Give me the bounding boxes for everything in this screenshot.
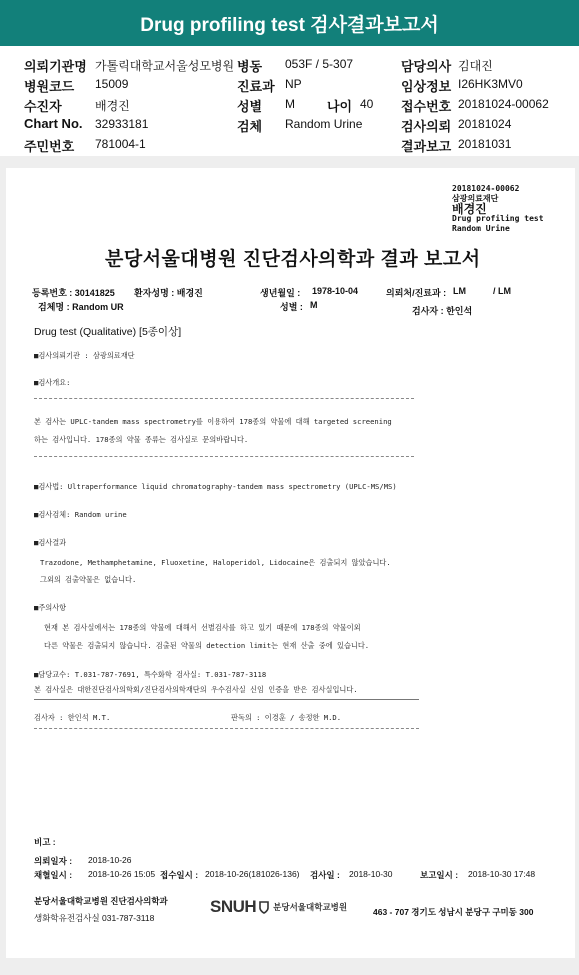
certification: 본 검사실은 대한진단검사의학회/진단검사의학재단의 우수검사실 신임 인증을 받은 검사실입니다. — [34, 685, 358, 694]
request-date-value-2: 2018-10-26 — [88, 855, 132, 865]
collect-label: 채혈일시 : — [34, 870, 73, 880]
caution-line-2: 다른 약물은 검출되지 않습니다. 검출된 약물의 detection limit는 현재 산출 중에 있습니다. — [44, 641, 370, 650]
dob-label: 생년월일 : — [260, 288, 301, 298]
specimen-name: 검체명 : Random UR — [38, 302, 124, 312]
ward-label: 병동 — [237, 59, 263, 74]
overview-line-2: 하는 검사입니다. 178종의 약물 종류는 검사실로 문의바랍니다. — [34, 435, 249, 444]
stamp-name: 배경진 — [452, 202, 487, 216]
age-value: 40 — [360, 97, 374, 111]
page-title-text: Drug profiling test 검사결과보고서 — [140, 14, 439, 36]
test-name: Drug test (Qualitative) [5종이상] — [34, 326, 182, 338]
divider — [34, 398, 414, 399]
report-time-value: 2018-10-30 17:48 — [468, 869, 536, 879]
hospital-code-label: 병원코드 — [24, 79, 75, 94]
clinical-info-value: I26HK3MV0 — [458, 77, 523, 91]
section-method: ■검사법: Ultraperformance liquid chromatography-tandem mass spectrometry (UPLC-MS/MS) — [34, 482, 397, 491]
dept-label: 진료과 — [237, 79, 275, 94]
dept-label: 의뢰처/진료과 : — [386, 288, 447, 298]
request-date-label-2: 의뢰일자 : — [34, 856, 73, 866]
chart-no-label: Chart No. — [24, 116, 83, 131]
dept-value-2: / LM — [493, 286, 511, 296]
accession-value: 20181024-00062 — [458, 97, 549, 111]
sex-value-2: M — [310, 300, 318, 310]
doctor-label: 담당의사 — [401, 59, 452, 74]
lab-dept-name: 분당서울대학교병원 진단검사의학과 — [34, 896, 168, 906]
section-gap — [0, 156, 579, 168]
chart-no-value: 32933181 — [95, 117, 149, 131]
dob-value: 1978-10-04 — [312, 286, 359, 296]
bottom-margin — [0, 958, 579, 975]
test-date-value: 2018-10-30 — [349, 869, 393, 879]
caution-line-1: 현재 본 검사실에서는 178종의 약물에 대해서 선별검사를 하고 있기 때문에 178종의 약물이외 — [44, 623, 361, 632]
tester: 검사자 : 한인석 M.T. — [34, 713, 111, 722]
sex-value: M — [285, 97, 295, 111]
specimen-value: Random Urine — [285, 117, 363, 131]
hospital-code-value: 15009 — [95, 77, 129, 91]
request-date-label: 검사의뢰 — [401, 119, 452, 134]
specimen-label-stamp — [452, 184, 544, 234]
patient-value: 배경진 — [95, 99, 130, 113]
snuh-emblem-icon — [259, 901, 270, 914]
stamp-lab: 삼광의료재단 — [452, 194, 499, 203]
receive-label: 접수일시 : — [160, 870, 199, 880]
clinical-info-label: 임상정보 — [401, 79, 452, 94]
receive-value: 2018-10-26(181026-136) — [205, 869, 300, 879]
dept-value: NP — [285, 77, 302, 91]
reg-no: 등록번호 : 30141825 — [32, 288, 115, 298]
doctor-value: 김대진 — [458, 59, 493, 73]
report-date-label: 결과보고 — [401, 139, 452, 154]
divider — [34, 456, 414, 457]
sex-label-2: 성별 : — [280, 302, 303, 312]
stamp-accession: 20181024-00062 — [452, 184, 520, 193]
section-sample: ■검사검체: Random urine — [34, 510, 127, 519]
address: 463 - 707 경기도 성남시 분당구 구미동 300 — [373, 907, 534, 917]
reader: 판독의 : 이경훈 / 송정한 M.D. — [231, 713, 342, 722]
scanned-report — [6, 168, 575, 958]
stamp-specimen: Random Urine — [452, 224, 510, 233]
report-title: 분당서울대병원 진단검사의학과 결과 보고서 — [105, 249, 481, 270]
page-title — [0, 0, 579, 47]
age-label: 나이 — [327, 99, 353, 114]
sex-label: 성별 — [237, 99, 263, 114]
report-time-label: 보고일시 : — [420, 870, 459, 880]
patient-label: 수진자 — [24, 99, 62, 114]
ward-value: 053F / 5-307 — [285, 57, 354, 71]
rrn-label: 주민번호 — [24, 139, 75, 154]
patient-info-panel — [0, 46, 579, 156]
institution-value: 가톨릭대학교서울성모병원 — [95, 59, 235, 73]
section-institution: ■검사의뢰기관 : 삼광의료재단 — [34, 351, 135, 360]
rrn-value: 781004-1 — [95, 137, 146, 151]
section-overview-title: ■검사개요: — [34, 378, 71, 387]
result-line-2: 그외의 검출약물은 없습니다. — [40, 575, 137, 584]
collect-value: 2018-10-26 15:05 — [88, 869, 156, 879]
overview-line-1: 본 검사는 UPLC-tandem mass spectrometry를 이용하여 178종의 약물에 대해 targeted screening — [34, 417, 392, 426]
patient-name: 환자성명 : 배경진 — [134, 288, 203, 298]
stamp-test: Drug profiling test — [452, 214, 544, 223]
specimen-label: 검체 — [237, 119, 263, 134]
section-caution-title: ■주의사항 — [34, 603, 67, 612]
institution-label: 의뢰기관명 — [24, 59, 87, 74]
remark: 비고 : — [34, 837, 56, 847]
test-date-label: 검사일 : — [310, 870, 340, 880]
snuh-logo-subtitle: 분당서울대학교병원 — [273, 902, 348, 912]
divider — [34, 699, 419, 700]
lab-phone: 생화학유전검사실 031-787-3118 — [34, 913, 155, 923]
report-date-value: 20181031 — [458, 137, 512, 151]
section-result-title: ■검사결과 — [34, 538, 67, 547]
divider — [34, 728, 419, 729]
examiner: 검사자 : 한인석 — [412, 306, 473, 316]
section-contact: ■담당교수: T.031-787-7691, 특수화학 검사실: T.031-787-3118 — [34, 670, 267, 679]
snuh-logo — [210, 897, 347, 917]
result-line-1: Trazodone, Methamphetamine, Fluoxetine, Haloperidol, Lidocaine은 검출되지 않았습니다. — [40, 558, 391, 567]
snuh-logo-text: SNUH — [210, 897, 257, 916]
request-date-value: 20181024 — [458, 117, 512, 131]
dept-value-1: LM — [453, 286, 466, 296]
accession-label: 접수번호 — [401, 99, 452, 114]
